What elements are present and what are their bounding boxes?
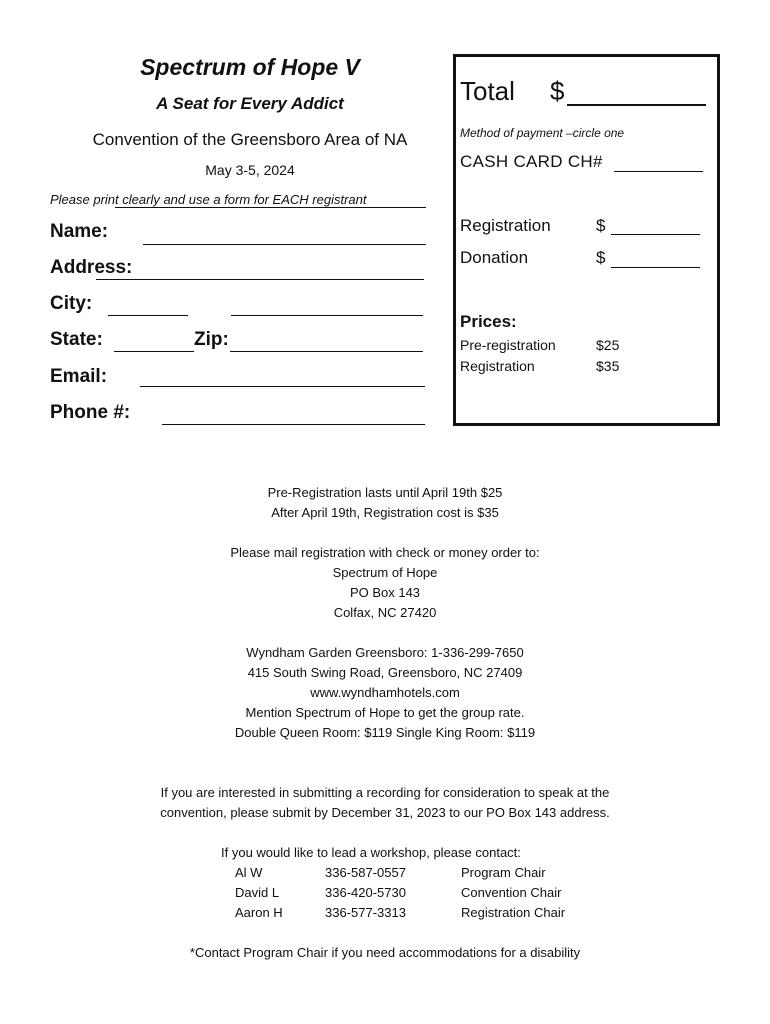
hotel-room-rates: Double Queen Room: $119 Single King Room: $119 [234,725,536,740]
registration-amount-field[interactable] [611,234,700,235]
hotel-website-link[interactable]: www.wyndhamhotels.com [310,685,460,700]
speaker-info-line-1: If you are interested in submitting a recording for consideration to speak at the [160,785,610,800]
hotel-group-rate-note: Mention Spectrum of Hope to get the group rate. [245,705,525,720]
address-field[interactable] [96,279,424,280]
total-dollar-sign: $ [550,76,565,106]
name-field[interactable] [143,244,426,245]
workshop-contact-heading: If you would like to lead a workshop, please contact: [221,845,521,860]
state-field[interactable] [114,351,194,352]
mail-city: Colfax, NC 27420 [333,605,437,620]
contact-role: Registration Chair [461,905,566,920]
contact-name: David L [235,885,280,900]
instruction-underline [115,207,426,208]
hotel-name-phone: Wyndham Garden Greensboro: 1-336-299-7650 [246,645,524,660]
prices-heading: Prices: [460,312,517,331]
contact-role: Convention Chair [461,885,562,900]
donation-label: Donation [460,248,529,267]
payment-method-label: Method of payment –circle one [460,126,625,140]
zip-label: Zip: [194,329,229,350]
total-label: Total [460,76,515,106]
check-number-field[interactable] [614,171,703,172]
phone-field[interactable] [162,424,425,425]
disability-note: *Contact Program Chair if you need accommodations for a disability [189,945,581,960]
registration-label: Registration [460,216,551,235]
event-dates: May 3-5, 2024 [205,162,295,178]
donation-amount-field[interactable] [611,267,700,268]
contact-phone: 336-420-5730 [325,885,406,900]
contact-role: Program Chair [461,865,546,880]
event-title: Spectrum of Hope V [140,54,360,80]
city-field-extra[interactable] [231,315,423,316]
late-registration-line: After April 19th, Registration cost is $35 [271,505,499,520]
registration-dollar-sign: $ [596,216,606,235]
contact-phone: 336-587-0557 [325,865,406,880]
phone-label: Phone #: [50,402,131,423]
contact-name: Aaron H [235,905,283,920]
form-instruction: Please print clearly and use a form for EACH registrant [50,192,367,207]
speaker-info-line-2: convention, please submit by December 31, 2023 to our PO Box 143 address. [160,805,610,820]
city-field[interactable] [108,315,188,316]
mail-instruction: Please mail registration with check or money order to: [230,545,540,560]
total-field[interactable] [567,104,706,106]
address-label: Address: [50,257,133,278]
price-label-prereg: Pre-registration [460,337,556,353]
prereg-info-line: Pre-Registration lasts until April 19th $25 [267,485,503,500]
contact-name: Al W [235,865,263,880]
mail-recipient: Spectrum of Hope [332,565,438,580]
payment-methods[interactable]: CASH CARD CH# [460,152,603,171]
state-label: State: [50,329,103,350]
contact-phone: 336-577-3313 [325,905,406,920]
price-label-registration: Registration [460,358,535,374]
donation-dollar-sign: $ [596,248,606,267]
event-subtitle: A Seat for Every Addict [156,94,344,113]
mail-po-box: PO Box 143 [349,585,421,600]
city-label: City: [50,293,93,314]
name-label: Name: [50,221,109,242]
hotel-address: 415 South Swing Road, Greensboro, NC 27409 [247,665,523,680]
email-label: Email: [50,366,108,387]
zip-field[interactable] [230,351,423,352]
price-value-registration: $35 [596,358,620,374]
price-value-prereg: $25 [596,337,620,353]
convention-name: Convention of the Greensboro Area of NA [92,130,408,149]
email-field[interactable] [140,386,425,387]
